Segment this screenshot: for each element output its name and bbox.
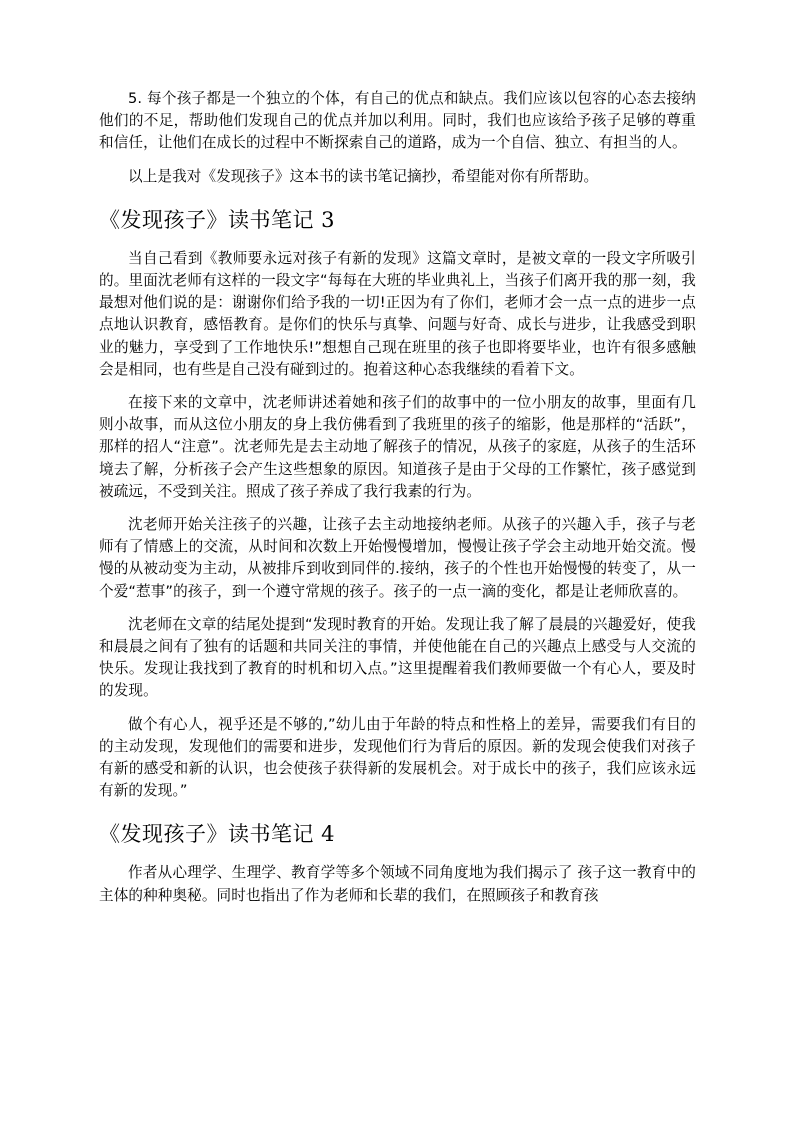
body-paragraph: 沈老师开始关注孩子的兴趣，让孩子去主动地接纳老师。从孩子的兴趣入手，孩子与老师有了情感上的交流，从时间和次数上开始慢慢增加，慢慢让孩子学会主动地开始交流。慢慢的从被动变为主动，从被排斥到收到同伴的.接纳，孩子的个性也开始慢慢的转变了，从一个爱“惹事”的孩子，到一个遵守常规的孩子。孩子的一点一滴的变化，都是让老师欣喜的。 [99, 516, 696, 600]
body-paragraph: 在接下来的文章中，沈老师讲述着她和孩子们的故事中的一位小朋友的故事，里面有几则小故事，而从这位小朋友的身上我仿佛看到了我班里的孩子的缩影，他是那样的“活跃”，那样的招人“注意”。沈老师先是去主动地了解孩子的情况，从孩子的家庭，从孩子的生活环境去了解，分析孩子会产生这些想象的原因。知道孩子是由于父母的工作繁忙，孩子感觉到被疏远，不受到关注。照成了孩子养成了我行我素的行为。 [99, 394, 696, 500]
section-heading: 《发现孩子》读书笔记 4 [99, 822, 336, 847]
document-page [99, 88, 696, 918]
body-paragraph: 以上是我对《发现孩子》这本书的读书笔记摘抄，希望能对你有所帮助。 [128, 167, 599, 185]
body-paragraph: 当自己看到《教师要永远对孩子有新的发现》这篇文章时，是被文章的一段文字所吸引的。里面沈老师有这样的一段文字“每每在大班的毕业典礼上，当孩子们离开我的那一刻，我最想对他们说的是：谢谢你们给予我的一切!正因为有了你们，老师才会一点一点的进步一点点地认识教育，感悟教育。是你们的快乐与真挚、问题与好奇、成长与进步，让我感受到职业的魅力，享受到了工作地快乐!”想想自己现在班里的孩子也即将要毕业，也许有很多感触会是相同，也有些是自己没有碰到过的。抱着这种心态我继续的看着下文。 [99, 249, 696, 378]
body-paragraph: 沈老师在文章的结尾处提到“发现时教育的开始。发现让我了解了晨晨的兴趣爱好，使我和晨晨之间有了独有的话题和共同关注的事情，并使他能在自己的兴趣点上感受与人交流的快乐。发现让我找到了教育的时机和切入点。”这里提醒着我们教师要做一个有心人，要及时的发现。 [99, 615, 696, 700]
section-heading: 《发现孩子》读书笔记 3 [99, 207, 336, 232]
body-paragraph: 作者从心理学、生理学、教育学等多个领域不同角度地为我们揭示了 孩子这一教育中的主体的种种奥秘。同时也指出了作为老师和长辈的我们，在照顾孩子和教育孩 [99, 864, 696, 904]
body-paragraph: 5. 每个孩子都是一个独立的个体，有自己的优点和缺点。我们应该以包容的心态去接纳他们的不足，帮助他们发现自己的优点并加以利用。同时，我们也应该给予孩子足够的尊重和信任，让他们在成长的过程中不断探索自己的道路，成为一个自信、独立、有担当的人。 [99, 90, 696, 152]
body-paragraph: 做个有心人，视乎还是不够的,”幼儿由于年龄的特点和性格上的差异，需要我们有目的的主动发现，发现他们的需要和进步，发现他们行为背后的原因。新的发现会使我们对孩子有新的感受和新的认识，也会使孩子获得新的发展机会。对于成长中的孩子，我们应该永远有新的发现。” [99, 715, 696, 800]
